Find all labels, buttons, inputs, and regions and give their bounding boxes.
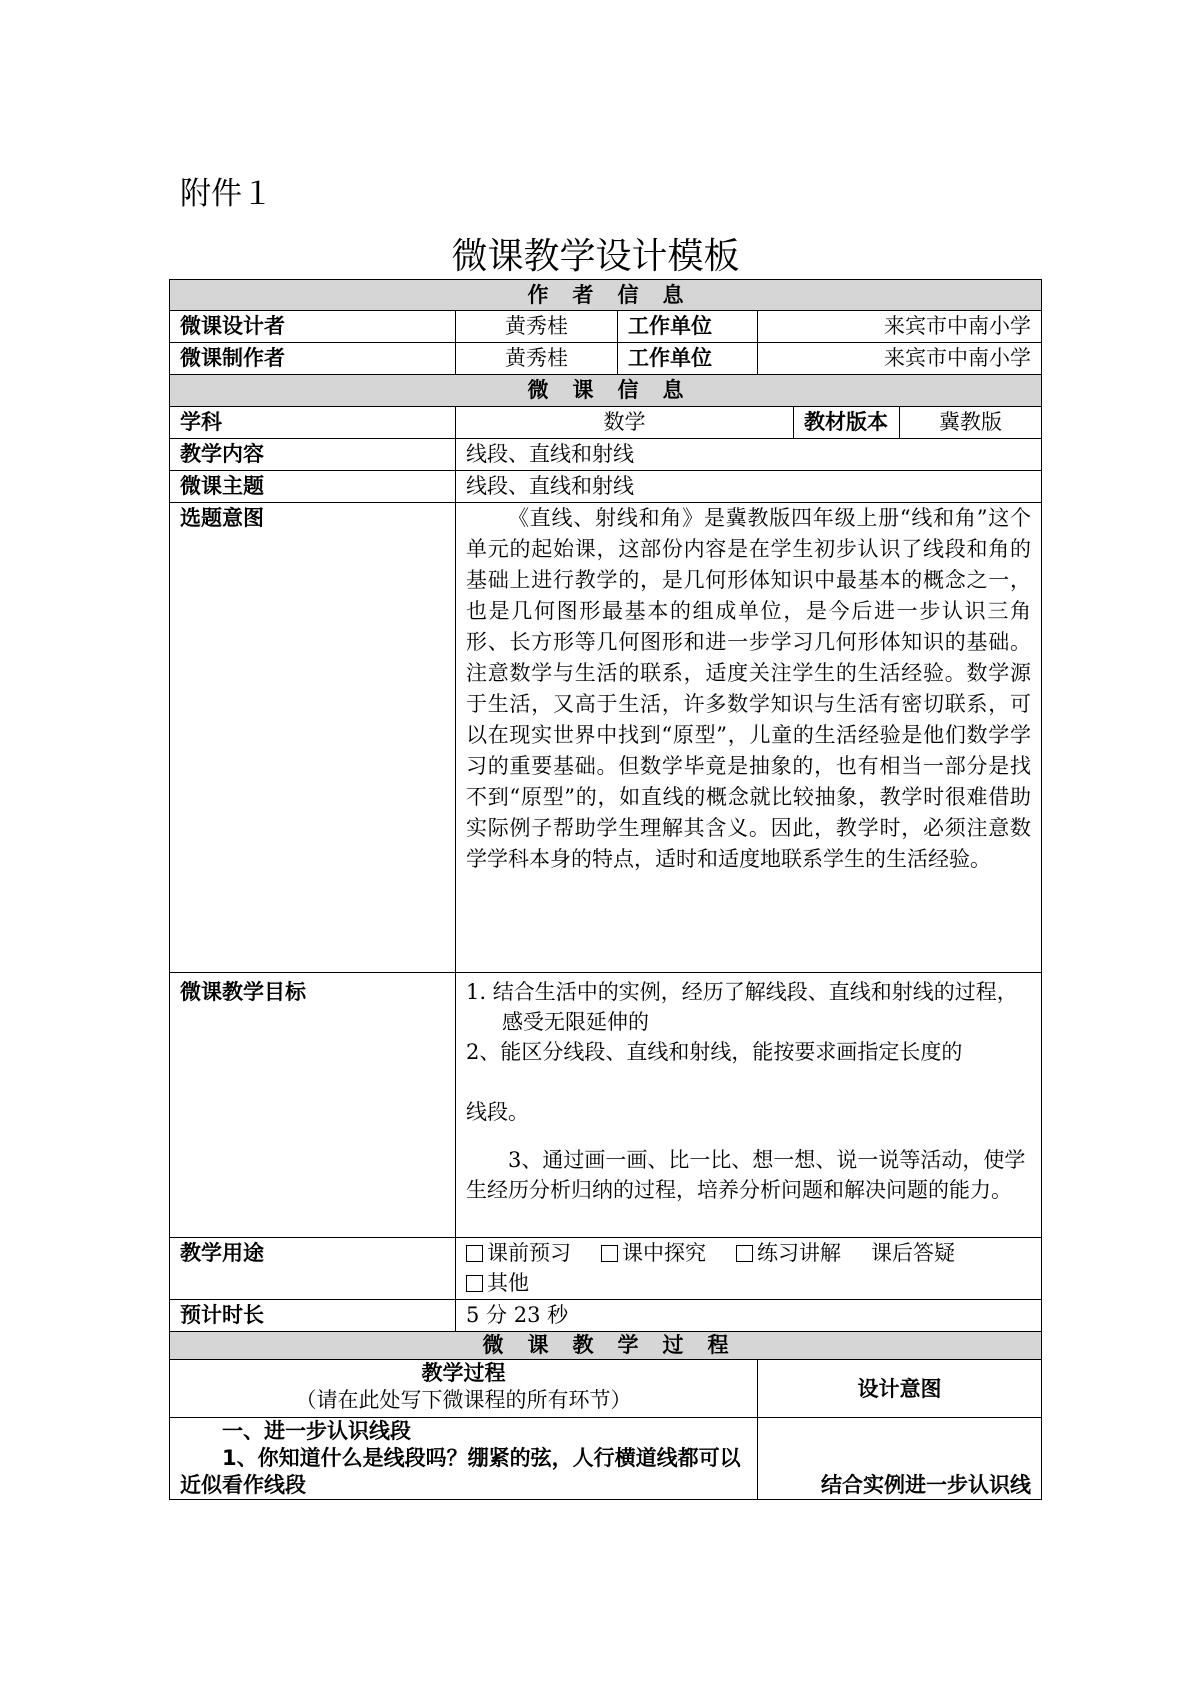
producer-unit-label: 工作单位	[618, 343, 758, 375]
use-option-practice[interactable]: 练习讲解	[736, 1241, 841, 1265]
process-step-1-question: 1、你知道什么是线段吗？绷紧的弦，人行横道线都可以近似看作线段	[180, 1446, 741, 1497]
designer-unit: 来宾市中南小学	[758, 311, 1042, 343]
content-value: 线段、直线和射线	[456, 439, 1042, 471]
process-col1-header	[170, 1360, 758, 1418]
checkbox-icon[interactable]	[736, 1245, 753, 1262]
checkbox-icon[interactable]	[466, 1245, 483, 1262]
use-option-other[interactable]: 其他	[466, 1271, 529, 1295]
process-col1-title: 教学过程	[421, 1361, 506, 1385]
designer-unit-label: 工作单位	[618, 311, 758, 343]
designer-label: 微课设计者	[170, 311, 456, 343]
goal-2b: 线段。	[466, 1100, 529, 1124]
process-step-1: 一、进一步认识线段	[222, 1419, 411, 1443]
producer-label: 微课制作者	[170, 343, 456, 375]
subject-value: 数学	[456, 407, 794, 439]
use-option-preview[interactable]: 课前预习	[466, 1241, 571, 1265]
content-label: 教学内容	[170, 439, 456, 471]
process-col1-note: （请在此处写下微课程的所有环节）	[295, 1388, 632, 1412]
design-table	[169, 279, 1042, 1500]
edition-value: 冀教版	[900, 407, 1042, 439]
annex-label: 附件１	[180, 176, 273, 212]
goal-3: 3、通过画一画、比一比、想一想、说一说等活动，使学生经历分析归纳的过程，培养分析问题和解决问题的能力。	[466, 1148, 1026, 1202]
process-step-cell	[170, 1418, 758, 1500]
process-step-intent: 结合实例进一步认识线	[758, 1418, 1042, 1500]
duration-label: 预计时长	[170, 1300, 456, 1332]
producer-unit: 来宾市中南小学	[758, 343, 1042, 375]
duration-value: 5 分 23 秒	[456, 1300, 1042, 1332]
document-title: 微课教学设计模板	[451, 236, 740, 277]
producer-name: 黄秀桂	[456, 343, 618, 375]
theme-label: 微课主题	[170, 471, 456, 503]
subject-label: 学科	[170, 407, 456, 439]
use-option-explore[interactable]: 课中探究	[601, 1241, 706, 1265]
use-option-qa: 课后答疑	[871, 1241, 955, 1265]
checkbox-icon[interactable]	[466, 1275, 483, 1292]
process-col2-header: 设计意图	[758, 1360, 1042, 1418]
goal-2a: 2、能区分线段、直线和射线，能按要求画指定长度的	[466, 1040, 963, 1064]
checkbox-icon[interactable]	[601, 1245, 618, 1262]
goals-cell	[456, 973, 1042, 1238]
edition-label: 教材版本	[794, 407, 900, 439]
use-label: 教学用途	[170, 1238, 456, 1300]
theme-value: 线段、直线和射线	[456, 471, 1042, 503]
intent-label: 选题意图	[170, 503, 456, 973]
goals-label: 微课教学目标	[170, 973, 456, 1238]
intent-cell	[456, 503, 1042, 973]
author-section-header: 作者信息	[170, 280, 1042, 311]
intent-text: 《直线、射线和角》是冀教版四年级上册“线和角”这个单元的起始课，这部份内容是在学生初步认识了线段和角的基础上进行教学的，是几何形体知识中最基本的概念之一，也是几何图形最基本的组成单位，是今后进一步认识三角形、长方形等几何图形和进一步学习几何形体知识的基础。注意数学与生活的联系，适度关注学生的生活经验。数学源于生活，又高于生活，许多数学知识与生活有密切联系，可以在现实世界中找到“原型”，儿童的生活经验是他们数学学习的重要基础。但数学毕竟是抽象的，也有相当一部分是找不到“原型”的，如直线的概念就比较抽象，教学时很难借助实际例子帮助学生理解其含义。因此，教学时，必须注意数学学科本身的特点，适时和适度地联系学生的生活经验。	[466, 506, 1031, 871]
goal-1: 1. 结合生活中的实例，经历了解线段、直线和射线的过程，感受无限延伸的	[466, 980, 1018, 1034]
designer-name: 黄秀桂	[456, 311, 618, 343]
use-cell	[456, 1238, 1042, 1300]
process-section-header: 微课教学过程	[170, 1332, 1042, 1360]
course-section-header: 微课信息	[170, 375, 1042, 407]
